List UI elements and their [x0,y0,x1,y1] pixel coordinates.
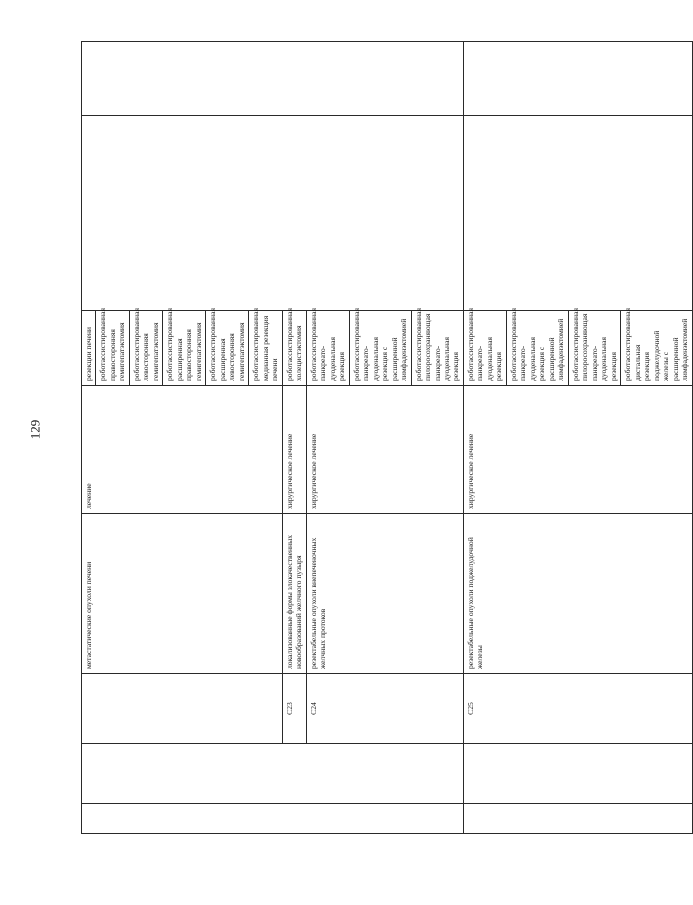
cell-code-c25: C25 [463,674,692,744]
method-item: роботассистированная правосторонняя гемигепатэктомия [95,311,128,385]
rotated-table-stage [81,42,690,834]
method-item: роботассистированная левосторонняя гемигепатэктомия [129,311,162,385]
method-item: роботассистированная расширенная правосторонняя гемигепатэктомия [162,311,205,385]
method-item: роботассистированная пилоросохраняющая панкреато-дуоденальная резекция [411,311,463,385]
method-item: роботассистированная панкреато-дуоденальная резекция с расширенной лимфаденэктомией [506,311,568,385]
document-sheet [81,42,690,834]
method-item: роботассистированная панкреато-дуоденальная резекция [465,308,504,381]
method-item: роботассистированная холецистэктомия [284,308,304,381]
cell-group [82,744,464,804]
cell-code-c23: C23 [282,674,306,744]
page-number: 129 [27,419,43,440]
cell-methods-c25 [463,308,692,386]
cell-notes-last [463,116,692,311]
cell-index-last [463,804,692,834]
method-item: роботассистированная пилоросохраняющая панкреато-дуоденальная резекция [568,311,620,385]
cell-cost [82,42,464,116]
method-item: роботассистированная панкреато-дуоденальная резекция с расширенной лимфаденэктомией [349,311,411,385]
cell-cost-last [463,42,692,116]
medical-procedures-table [81,41,693,834]
cell-treatment-c24: хирургическое лечение [306,386,463,514]
cell-group-last [463,744,692,804]
cell-notes [82,116,464,311]
cell-methods-c24 [306,308,463,386]
cell-treatment-0: лечение [82,386,283,514]
cell-methods-c23 [282,308,306,386]
method-item: роботассистированная расширенная левосторонняя гемигепатэктомия [205,311,248,385]
cell-index [82,804,464,834]
cell-treatment-c25: хирургическое лечение [463,386,692,514]
cell-treatment-c23: хирургическое лечение [282,386,306,514]
cell-diagnosis-c25: резектабельные опухоли поджелудочной железы [463,514,692,674]
method-item: роботассистированная панкреато-дуоденальная резекция [308,308,347,381]
cell-code-c24: C24 [306,674,463,744]
cell-diagnosis-metastatic: метастатические опухоли печени [82,514,283,674]
cell-code-blank [82,674,283,744]
method-item: резекции печени [84,327,93,381]
cell-diagnosis-c23: локализованные формы злокачественных новообразований желчного пузыря [282,514,306,674]
cell-diagnosis-c24: резектабельные опухоли внепеченочных желчных протоков [306,514,463,674]
method-item: роботассистированная дистальная резекция поджелудочной железы с расширенной лимфаденэктомией [620,311,691,385]
method-item: роботассистированная медианная резекция печени [248,311,281,385]
cell-methods-liver [82,308,283,386]
